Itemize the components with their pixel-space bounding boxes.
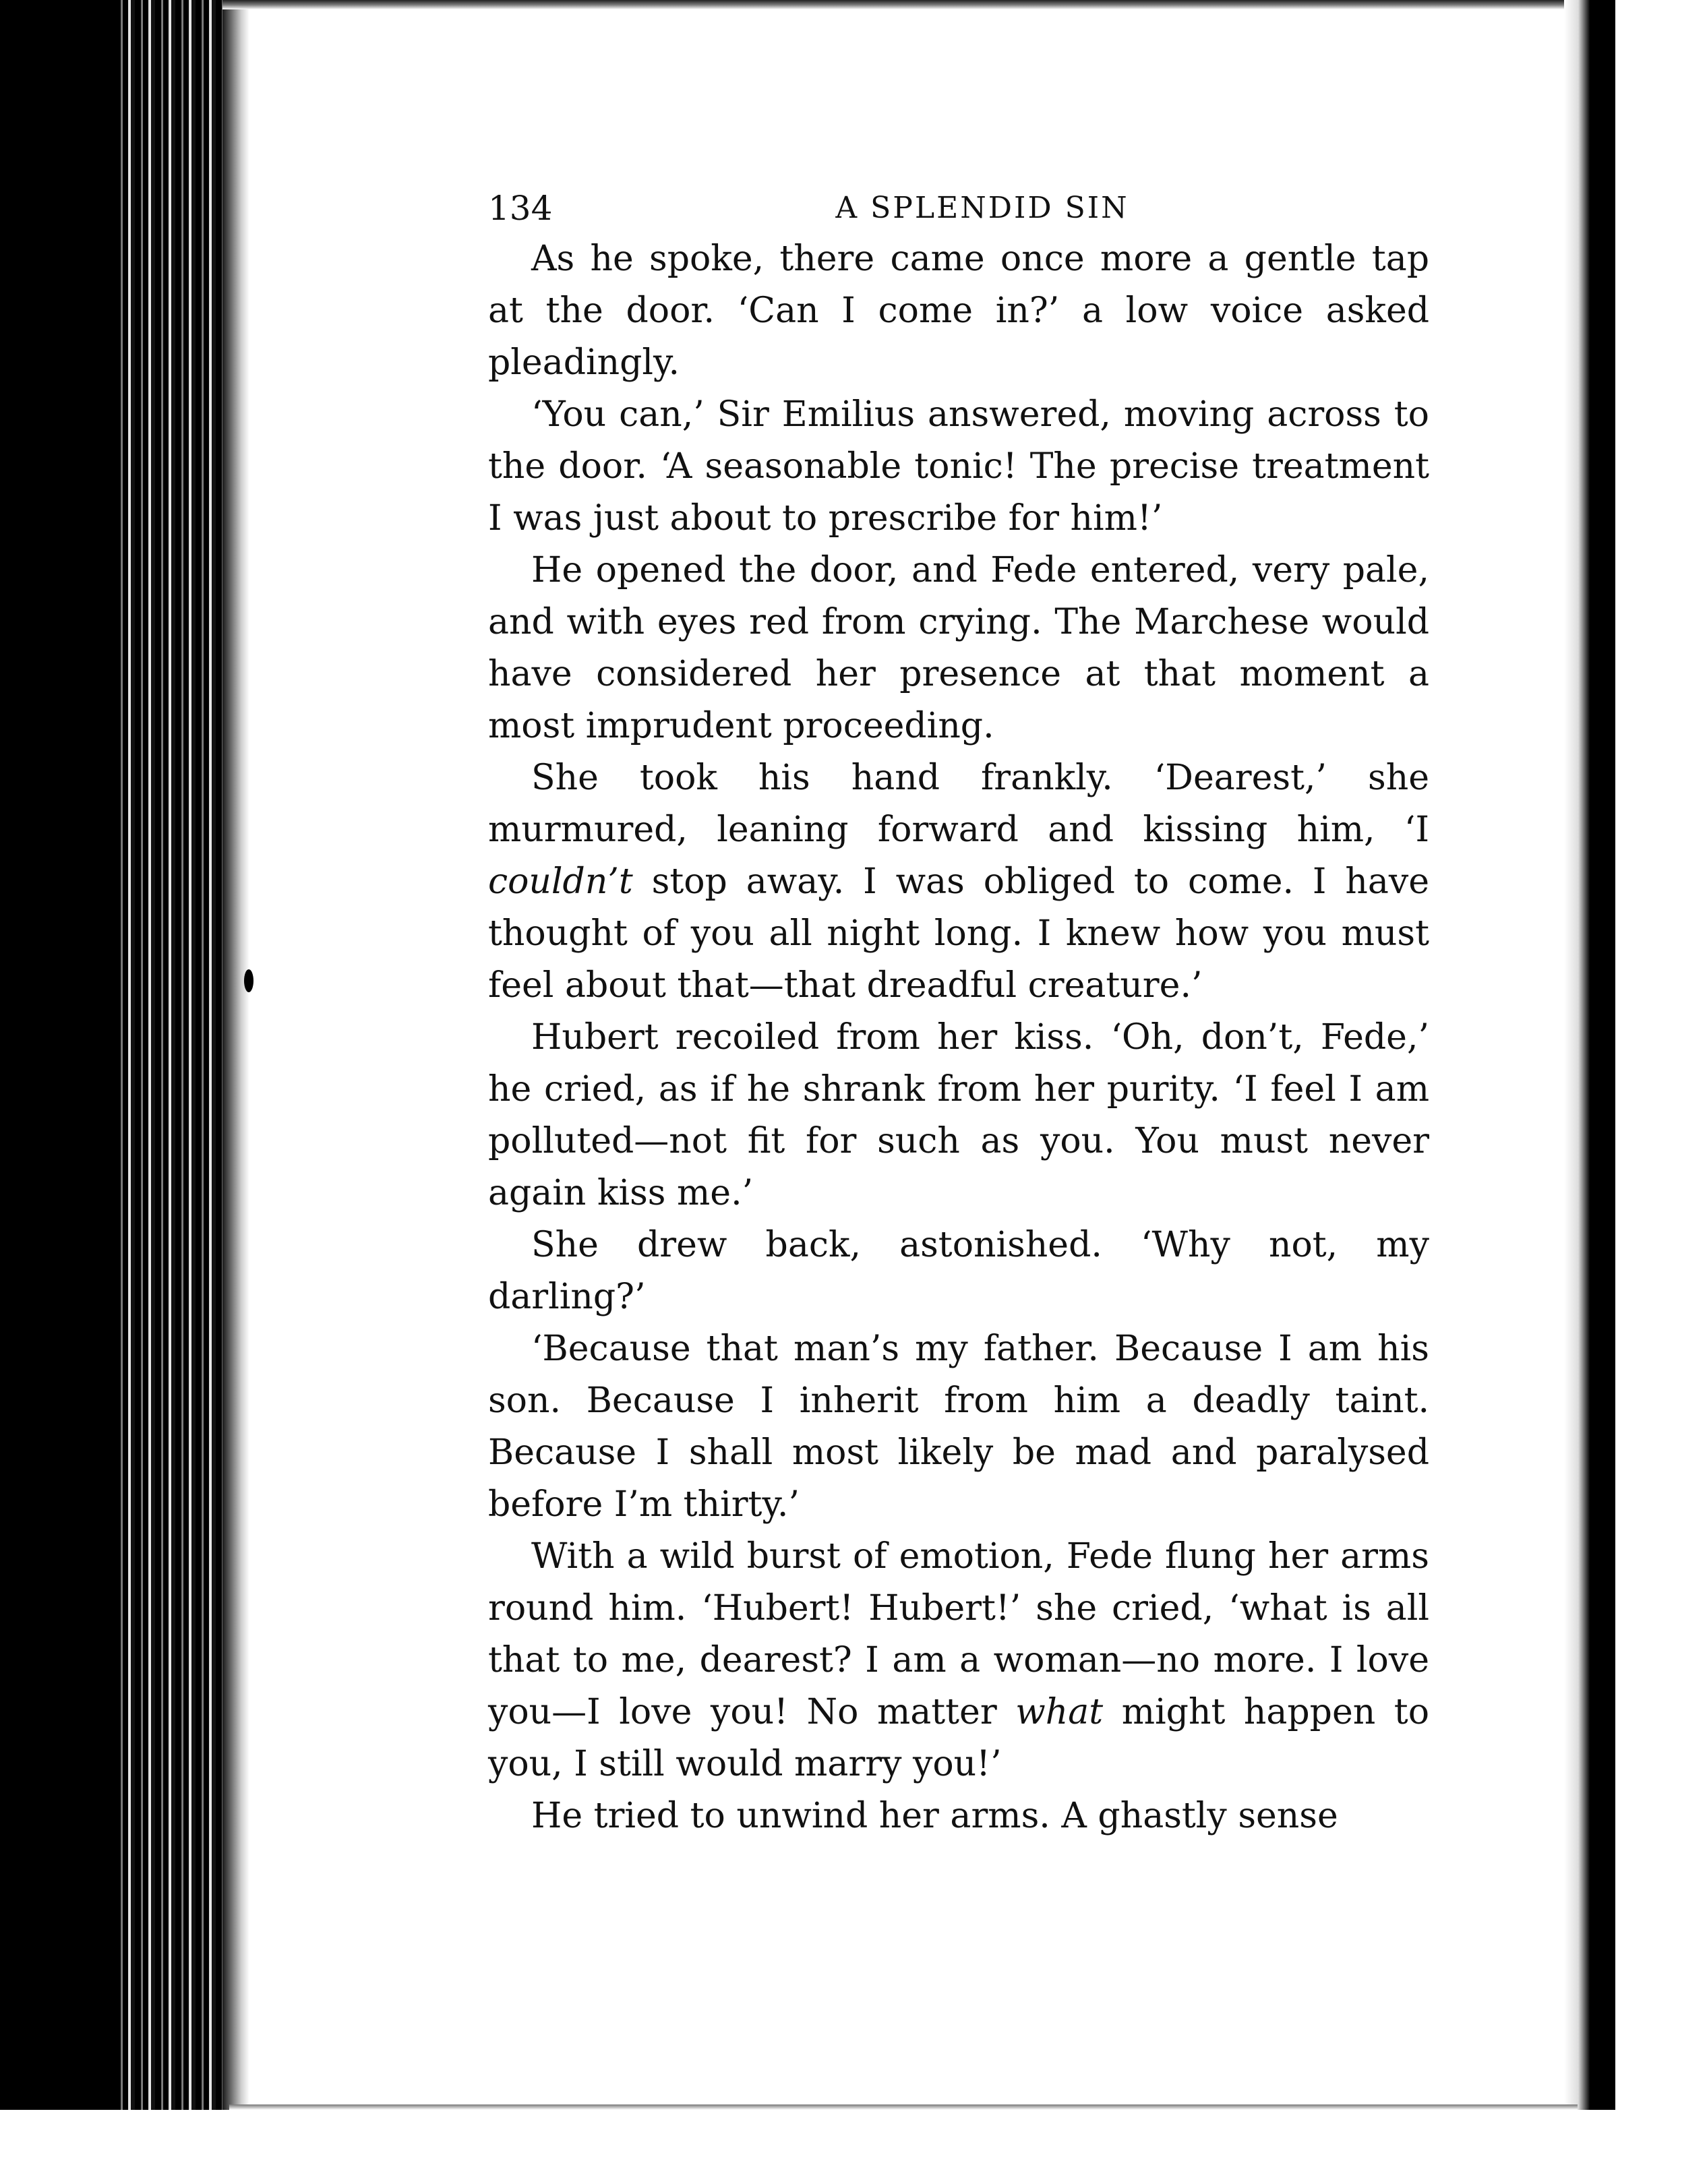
page-number: 134: [488, 189, 553, 228]
paragraph-text: ‘Because that man’s my father. Because I am his son. Because I inherit from him a deadly taint. Because I shall most likely be mad and paralysed before I’m thirty.’: [488, 1329, 1429, 1525]
top-page-edge: [222, 0, 1571, 9]
paragraph: [488, 233, 1429, 389]
paragraph-text: With a wild burst of emotion, Fede flung her arms round him. ‘Hubert! Hubert!’ she cried, ‘what is all that to me, dearest? I am a woman—no more. I love you—I love you! No matter: [488, 1536, 1429, 1732]
paragraph: [488, 1790, 1429, 1842]
italic-emphasis: what: [1015, 1692, 1104, 1732]
scan-margin: [0, 2110, 1707, 2184]
gutter-shadow: [222, 0, 249, 2123]
paragraph: [488, 389, 1429, 545]
paragraph-text: As he spoke, there came once more a gentle tap at the door. ‘Can I come in?’ a low voice asked pleadingly.: [488, 239, 1429, 383]
running-title: A SPLENDID SIN: [835, 191, 1129, 225]
page-text-block: [488, 183, 1429, 1842]
paragraph-text: might happen to you, I still would marry you!’: [488, 1692, 1430, 1784]
paragraph-text: Hubert recoiled from her kiss. ‘Oh, don’t, Fede,’ he cried, as if he shrank from her purity. ‘I feel I am polluted—not fit for such as you. You must never again kiss me.’: [488, 1017, 1429, 1213]
paragraph: [488, 545, 1429, 752]
body-text: [488, 233, 1429, 1842]
paragraph-text: She took his hand frankly. ‘Dearest,’ she murmured, leaning forward and kissing him, ‘I: [488, 758, 1429, 850]
paragraph: [488, 752, 1429, 1012]
running-header: [488, 183, 1429, 233]
paragraph-text: ‘You can,’ Sir Emilius answered, moving across to the door. ‘A seasonable tonic! The precise treatment I was just about to prescribe for him!’: [488, 394, 1429, 539]
bottom-page-edge: [229, 2104, 1578, 2110]
paragraph-text: He tried to unwind her arms. A ghastly sense: [531, 1796, 1338, 1836]
paragraph: [488, 1219, 1429, 1323]
paragraph: [488, 1012, 1429, 1219]
binding-mark: [244, 969, 253, 992]
paragraph: [488, 1531, 1429, 1790]
next-page-sliver: [1611, 0, 1707, 2117]
paragraph-text: He opened the door, and Fede entered, very pale, and with eyes red from crying. The Marchese would have considered her presence at that moment a most imprudent proceeding.: [488, 550, 1429, 746]
italic-emphasis: couldn’t: [488, 861, 633, 902]
paragraph: [488, 1323, 1429, 1531]
right-page-edge: [1564, 0, 1611, 2117]
book-binding-shadow: [0, 0, 115, 2184]
paragraph-text: She drew back, astonished. ‘Why not, my darling?’: [488, 1225, 1429, 1317]
paragraph-text: stop away. I was obliged to come. I have thought of you all night long. I knew how you must feel about that—that dreadful creature.’: [488, 861, 1429, 1006]
